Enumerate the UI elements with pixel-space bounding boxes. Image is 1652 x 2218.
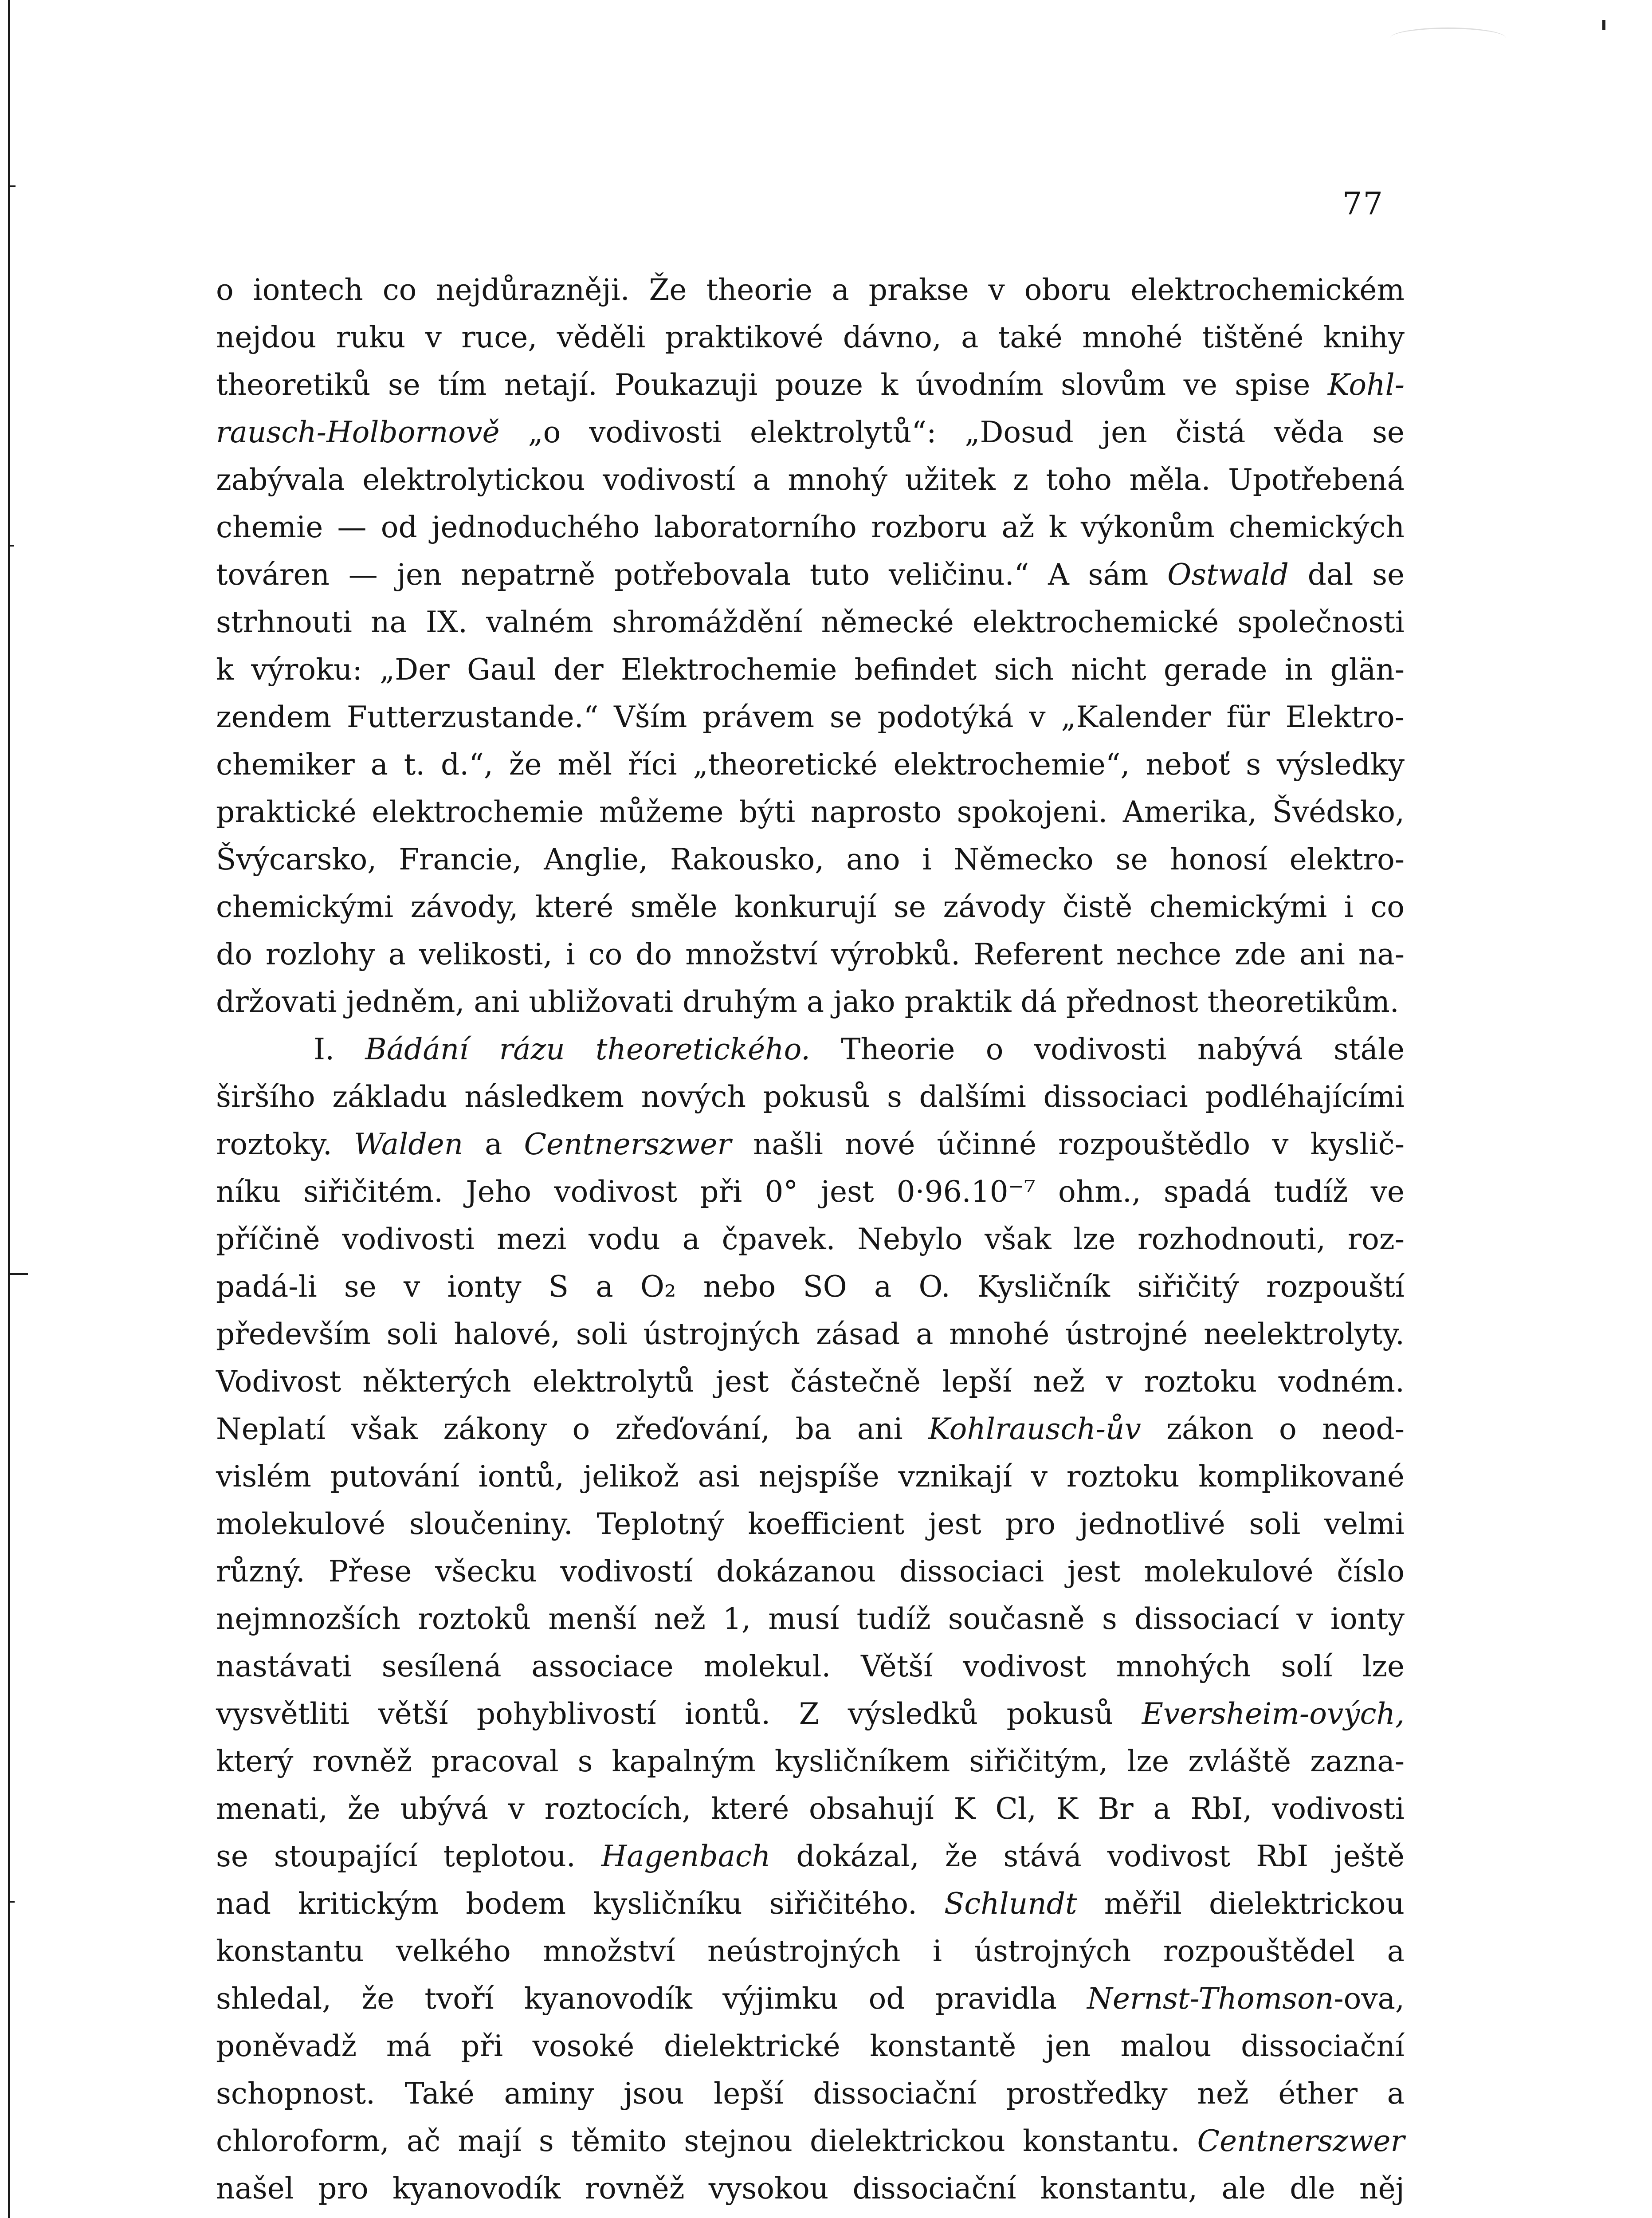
- text-line: [216, 2212, 1405, 2218]
- text-run: k výroku: „Der Gaul der Elektrochemie befindet sich nicht gerade in glän-: [216, 653, 1405, 687]
- text-run: chemiker a t. d.“, že měl říci „theoretické elektrochemie“, neboť s výsledky: [216, 747, 1405, 782]
- text-line: [216, 1880, 1405, 1927]
- text-run: roztoky.: [216, 1127, 354, 1161]
- text-run: našel pro kyanovodík rovněž vysokou dissociační konstantu, ale dle něj: [216, 2171, 1405, 2206]
- text-run: -ova,: [1334, 1982, 1405, 2016]
- text-run: nastávati sesílená associace molekul. Větší vodivost mnohých solí lze: [216, 1649, 1405, 1683]
- text-line: [216, 2117, 1405, 2165]
- scan-edge-tick: [10, 1901, 15, 1903]
- scan-edge-line: [8, 0, 10, 2218]
- text-line: [216, 1595, 1405, 1643]
- text-run: strhnouti na IX. valném shromáždění německé elektrochemické společnosti: [216, 605, 1405, 639]
- text-run: padá-li se v ionty S a O₂ nebo SO a O. Kysličník siřičitý rozpouští: [216, 1270, 1405, 1304]
- text-run: zabývala elektrolytickou vodivostí a mnohý užitek z toho měla. Upotřebená: [216, 463, 1405, 497]
- text-line: [216, 1548, 1405, 1595]
- text-run: širšího základu následkem nových pokusů s dalšími dissociaci podléhajícími: [216, 1080, 1405, 1114]
- italic-name: Nernst-Thomson: [1087, 1982, 1334, 2016]
- text-line: [216, 1358, 1405, 1405]
- text-run: Neplatí však zákony o zřeďování, ba ani: [216, 1412, 929, 1446]
- text-line: [216, 1927, 1405, 1975]
- text-line: [216, 409, 1405, 456]
- text-line: [216, 1215, 1405, 1263]
- text-run: chloroform, ač mají s těmito stejnou dielektrickou konstantu.: [216, 2124, 1197, 2158]
- page-number: 77: [1342, 185, 1384, 222]
- text-run: chemickými závody, které směle konkurují se závody čistě chemickými i co: [216, 890, 1405, 924]
- text-run: se stoupající teplotou.: [216, 1839, 601, 1873]
- scan-corner-mark: [1602, 20, 1605, 30]
- italic-name: rausch-Holbornově: [216, 415, 500, 449]
- text-line: [216, 1263, 1405, 1310]
- text-line: [216, 314, 1405, 361]
- text-run: dokázal, že stává vodivost RbI ještě: [770, 1839, 1405, 1873]
- scan-edge-tick: [10, 185, 16, 187]
- italic-name: Hagenbach: [601, 1839, 771, 1873]
- text-run: I.: [314, 1032, 365, 1066]
- text-run: theoretiků se tím netají. Poukazuji pouze k úvodním slovům ve spise: [216, 368, 1328, 402]
- text-run: do rozlohy a velikosti, i co do množství výrobků. Referent nechce zde ani na-: [216, 937, 1405, 971]
- text-run: níku siřičitém. Jeho vodivost při 0° jest 0·96.10⁻⁷ ohm., spadá tudíž ve: [216, 1175, 1405, 1209]
- italic-name: Centnerszwer: [524, 1127, 731, 1161]
- text-line: [216, 551, 1405, 598]
- italic-name: Kohlrausch-ův: [928, 1412, 1141, 1446]
- text-line: [216, 836, 1405, 883]
- text-run: továren — jen nepatrně potřebovala tuto veličinu.“ A sám: [216, 558, 1168, 592]
- text-line: [216, 788, 1405, 836]
- italic-name: Ostwald: [1167, 558, 1289, 592]
- text-line: [216, 1405, 1405, 1453]
- text-run: Švýcarsko, Francie, Anglie, Rakousko, ano i Německo se honosí elektro-: [216, 842, 1405, 877]
- italic-name: Bádání rázu theoretického.: [365, 1032, 811, 1066]
- text-line: [216, 1073, 1405, 1121]
- text-run: především soli halové, soli ústrojných zásad a mnohé ústrojné neelektrolyty.: [216, 1317, 1405, 1351]
- text-run: Theorie o vodivosti nabývá stále: [810, 1032, 1405, 1066]
- text-line: [216, 1690, 1405, 1738]
- text-line: [216, 2022, 1405, 2070]
- text-run: příčině vodivosti mezi vodu a čpavek. Nebylo však lze rozhodnouti, roz-: [216, 1222, 1405, 1256]
- text-line: [216, 2165, 1405, 2212]
- text-line: [216, 1738, 1405, 1785]
- text-run: shledal, že tvoří kyanovodík výjimku od pravidla: [216, 1982, 1087, 2016]
- text-line: [216, 456, 1405, 503]
- body-text: [216, 266, 1405, 2218]
- text-run: nejdou ruku v ruce, věděli praktikové dávno, a také mnohé tištěné knihy: [216, 320, 1405, 354]
- text-run: dal se: [1288, 558, 1405, 592]
- text-run: který rovněž pracoval s kapalným kysličníkem siřičitým, lze zvláště zazna-: [216, 1744, 1405, 1778]
- text-line: [216, 1026, 1405, 1073]
- text-line: [216, 503, 1405, 551]
- text-line: [216, 693, 1405, 741]
- text-line: [216, 1168, 1405, 1215]
- text-line: [216, 931, 1405, 978]
- text-line: [216, 361, 1405, 409]
- text-run: zendem Futterzustande.“ Vším právem se podotýká v „Kalender für Elektro-: [216, 700, 1405, 734]
- italic-name: Eversheim-ových,: [1142, 1697, 1405, 1731]
- text-line: [216, 1453, 1405, 1500]
- text-line: [216, 1643, 1405, 1690]
- text-run: držovati jedněm, ani ubližovati druhým a jako praktik dá přednost theoretikům.: [216, 985, 1399, 1019]
- text-line: [216, 598, 1405, 646]
- text-run: našli nové účinné rozpouštědlo v kyslič-: [731, 1127, 1405, 1161]
- text-line: [216, 1833, 1405, 1880]
- text-run: menati, že ubývá v roztocích, které obsahují K Cl, K Br a RbI, vodivosti: [216, 1792, 1405, 1826]
- text-run: různý. Přese všecku vodivostí dokázanou dissociaci jest molekulové číslo: [216, 1554, 1405, 1589]
- text-line: [216, 1310, 1405, 1358]
- text-line: [216, 741, 1405, 788]
- text-line: [216, 1121, 1405, 1168]
- text-line: [216, 646, 1405, 693]
- text-line: [216, 1500, 1405, 1548]
- text-run: nejmnozších roztoků menší než 1, musí tudíž současně s dissociací v ionty: [216, 1602, 1405, 1636]
- text-run: nad kritickým bodem kysličníku siřičitého.: [216, 1887, 944, 1921]
- italic-name: Kohl-: [1327, 368, 1405, 402]
- text-run: vysvětliti větší pohyblivostí iontů. Z výsledků pokusů: [216, 1697, 1142, 1731]
- text-line: [216, 978, 1405, 1026]
- scan-smudge: [1390, 28, 1506, 48]
- text-run: měřil dielektrickou: [1077, 1887, 1405, 1921]
- text-run: vislém putování iontů, jelikož asi nejspíše vznikají v roztoku komplikované: [216, 1459, 1405, 1494]
- text-run: o iontech co nejdůrazněji. Že theorie a prakse v oboru elektrochemickém: [216, 273, 1405, 307]
- italic-name: Walden: [353, 1127, 463, 1161]
- text-run: „o vodivosti elektrolytů“: „Dosud jen čistá věda se: [499, 415, 1405, 449]
- text-run: poněvadž má při vosoké dielektrické konstantě jen malou dissociační: [216, 2029, 1405, 2063]
- text-line: [216, 883, 1405, 931]
- text-run: praktické elektrochemie můžeme býti naprosto spokojeni. Amerika, Švédsko,: [216, 795, 1405, 829]
- text-line: [216, 266, 1405, 314]
- text-run: chemie — od jednoduchého laboratorního rozboru až k výkonům chemických: [216, 510, 1405, 544]
- text-run: konstantu velkého množství neústrojných i ústrojných rozpouštědel a: [216, 1934, 1405, 1968]
- text-line: [216, 1975, 1405, 2022]
- text-line: [216, 2070, 1405, 2117]
- italic-name: Centnerszwer: [1197, 2124, 1405, 2158]
- scan-edge-tick: [10, 545, 14, 547]
- italic-name: Schlundt: [944, 1887, 1077, 1921]
- text-run: schopnost. Také aminy jsou lepší dissociační prostředky než éther a: [216, 2076, 1405, 2111]
- text-run: zákon o neod-: [1141, 1412, 1405, 1446]
- text-run: Vodivost některých elektrolytů jest částečně lepší než v roztoku vodném.: [216, 1365, 1405, 1399]
- text-run: molekulové sloučeniny. Teplotný koefficient jest pro jednotlivé soli velmi: [216, 1507, 1405, 1541]
- text-run: a: [463, 1127, 524, 1161]
- text-line: [216, 1785, 1405, 1833]
- scan-edge-tick: [10, 1273, 28, 1275]
